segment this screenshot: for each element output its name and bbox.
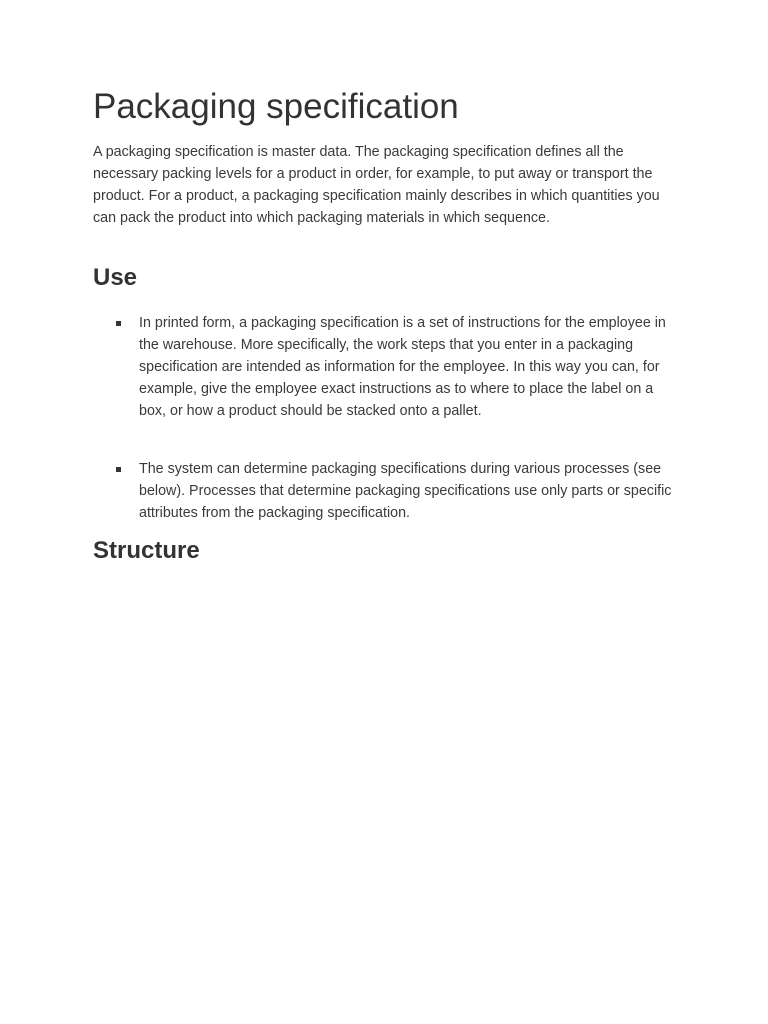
intro-paragraph: A packaging specification is master data. The packaging specification defines all the necessary packing levels for a product in order, for example, to put away or transport the product. For a product, a packaging specification mainly describes in which quantities you can pack the product into which packaging materials in which sequence. (93, 144, 660, 226)
square-bullet-icon (116, 321, 121, 326)
page-title: Packaging specification (93, 87, 459, 126)
list-item-text: In printed form, a packaging specification is a set of instructions for the employee in the warehouse. More specifically, the work steps that you enter in a packaging specification are intended as information for the employee. In this way you can, for example, give the employee exact instructions as to where to place the label on a box, or how a product should be stacked onto a pallet. (139, 315, 666, 419)
section-heading-structure: Structure (93, 537, 200, 564)
list-item-text: The system can determine packaging specifications during various processes (see below). Processes that determine packaging specifications use only parts or specific attributes from the packaging specification. (139, 461, 672, 521)
section-heading-use: Use (93, 264, 138, 291)
square-bullet-icon (116, 467, 121, 472)
